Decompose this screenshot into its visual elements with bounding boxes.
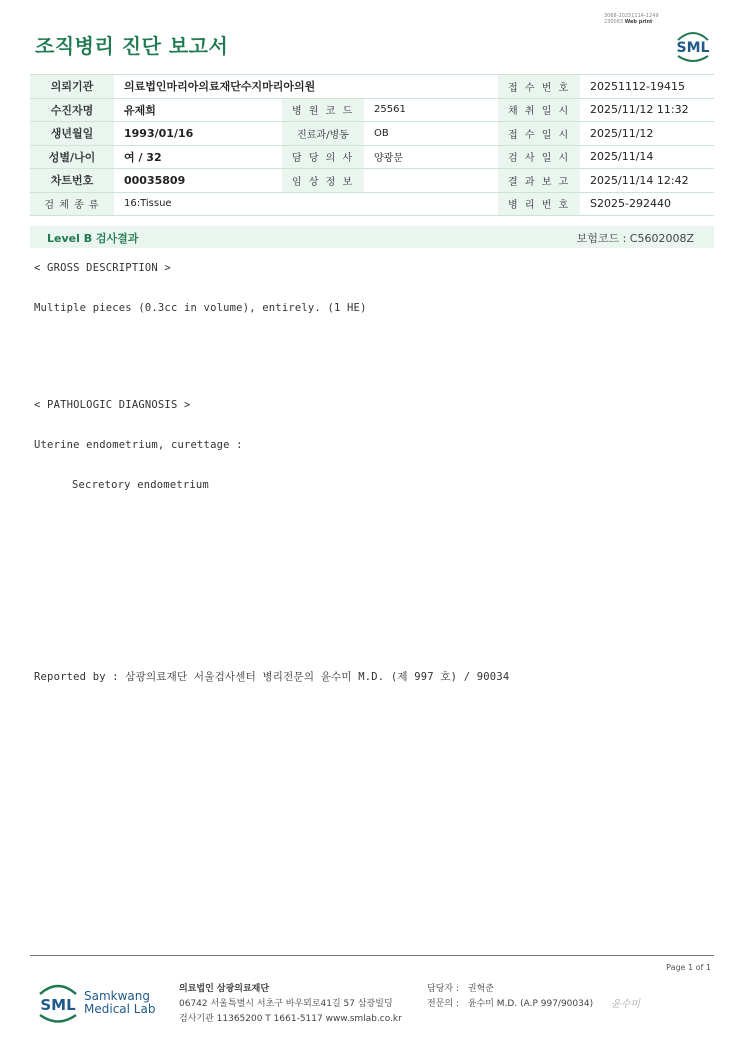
value-pathology-number: S2025-292440 bbox=[580, 192, 714, 216]
footer-organization: 의료법인 삼광의료재단 bbox=[179, 984, 270, 994]
web-print-label: Web print bbox=[624, 19, 653, 25]
level-result-title: Level B 검사결과 bbox=[47, 232, 139, 245]
value-collection-datetime: 2025/11/12 11:32 bbox=[580, 98, 714, 122]
value-patient-name: 유제희 bbox=[114, 98, 282, 122]
label-birth-date: 생년월일 bbox=[30, 122, 114, 146]
sml-logo-icon bbox=[672, 28, 714, 64]
label-sex-age: 성별/나이 bbox=[30, 145, 114, 169]
footer-contact: 검사기관 11365200 T 1661-5117 www.smlab.co.kr bbox=[179, 1014, 402, 1024]
table-row bbox=[30, 192, 714, 216]
value-receipt-datetime: 2025/11/12 bbox=[580, 122, 714, 146]
table-row bbox=[30, 169, 714, 193]
table-row bbox=[30, 145, 714, 169]
value-specimen-type: 16:Tissue bbox=[114, 192, 498, 216]
label-requesting-institution: 의뢰기관 bbox=[30, 75, 114, 99]
diagnosis-site: Uterine endometrium, curettage : bbox=[34, 439, 243, 451]
gross-description-header: < GROSS DESCRIPTION > bbox=[34, 262, 171, 274]
document-code bbox=[604, 13, 659, 25]
footer-specialist bbox=[427, 996, 593, 1009]
table-row bbox=[30, 75, 714, 99]
value-result-report: 2025/11/14 12:42 bbox=[580, 169, 714, 193]
label-receipt-datetime: 접 수 일 시 bbox=[498, 122, 580, 146]
footer-manager-name: 권혁준 bbox=[467, 984, 494, 994]
table-row bbox=[30, 122, 714, 146]
diagnosis-result: Secretory endometrium bbox=[72, 479, 209, 491]
label-test-datetime: 검 사 일 시 bbox=[498, 145, 580, 169]
value-department-ward: OB bbox=[364, 122, 498, 146]
pathologic-diagnosis-header: < PATHOLOGIC DIAGNOSIS > bbox=[34, 399, 191, 411]
value-clinical-info bbox=[364, 169, 498, 193]
footer-address: 06742 서울특별시 서초구 바우뫼로41길 57 삼광빌딩 bbox=[179, 999, 393, 1009]
table-row bbox=[30, 98, 714, 122]
value-test-datetime: 2025/11/14 bbox=[580, 145, 714, 169]
label-attending-doctor: 담 당 의 사 bbox=[282, 145, 364, 169]
brand-name-line2: Medical Lab bbox=[84, 1002, 156, 1016]
footer-manager-label: 담당자 : bbox=[427, 984, 459, 994]
label-specimen-type: 검 체 종 류 bbox=[30, 192, 114, 216]
value-requesting-institution: 의료법인마리아의료재단수지마리아의원 bbox=[114, 75, 498, 99]
footer-specialist-name: 윤수미 M.D. (A.P 997/90034) bbox=[467, 999, 594, 1009]
insurance-code: 보험코드 : C5602008Z bbox=[576, 232, 694, 245]
specialist-signature: 윤수미 bbox=[611, 999, 640, 1010]
footer-manager bbox=[427, 981, 494, 994]
patient-info-table bbox=[30, 74, 714, 216]
level-result-bar bbox=[30, 226, 714, 248]
label-receipt-number: 접 수 번 호 bbox=[498, 75, 580, 99]
footer-specialist-label: 전문의 : bbox=[427, 999, 459, 1009]
label-pathology-number: 병 리 번 호 bbox=[498, 192, 580, 216]
footer-divider bbox=[30, 955, 714, 956]
sml-footer-logo-icon bbox=[36, 980, 80, 1028]
label-result-report: 결 과 보 고 bbox=[498, 169, 580, 193]
label-patient-name: 수진자명 bbox=[30, 98, 114, 122]
svg-text:SML: SML bbox=[676, 40, 710, 56]
value-birth-date: 1993/01/16 bbox=[114, 122, 282, 146]
label-chart-number: 차트번호 bbox=[30, 169, 114, 193]
label-clinical-info: 임 상 정 보 bbox=[282, 169, 364, 193]
gross-description-text: Multiple pieces (0.3cc in volume), entirely. (1 HE) bbox=[34, 302, 367, 314]
document-code-line1: 3068-20251114-1249 bbox=[604, 13, 659, 19]
value-attending-doctor: 양광문 bbox=[364, 145, 498, 169]
label-collection-datetime: 채 취 일 시 bbox=[498, 98, 580, 122]
page-number: Page 1 of 1 bbox=[666, 963, 711, 972]
brand-name-line1: Samkwang bbox=[84, 989, 150, 1003]
value-sex-age: 여 / 32 bbox=[114, 145, 282, 169]
value-hospital-code: 25561 bbox=[364, 98, 498, 122]
page-title: 조직병리 진단 보고서 bbox=[35, 34, 229, 58]
reported-by: Reported by : 삼광의료재단 서울검사센터 병리전문의 윤수미 M.D. (제 997 호) / 90034 bbox=[34, 671, 510, 683]
label-department-ward: 진료과/병동 bbox=[282, 122, 364, 146]
svg-text:SML: SML bbox=[40, 996, 76, 1014]
label-hospital-code: 병 원 코 드 bbox=[282, 98, 364, 122]
value-chart-number: 00035809 bbox=[114, 169, 282, 193]
value-receipt-number: 20251112-19415 bbox=[580, 75, 714, 99]
document-code-line2: 230083 Web print bbox=[604, 19, 653, 25]
